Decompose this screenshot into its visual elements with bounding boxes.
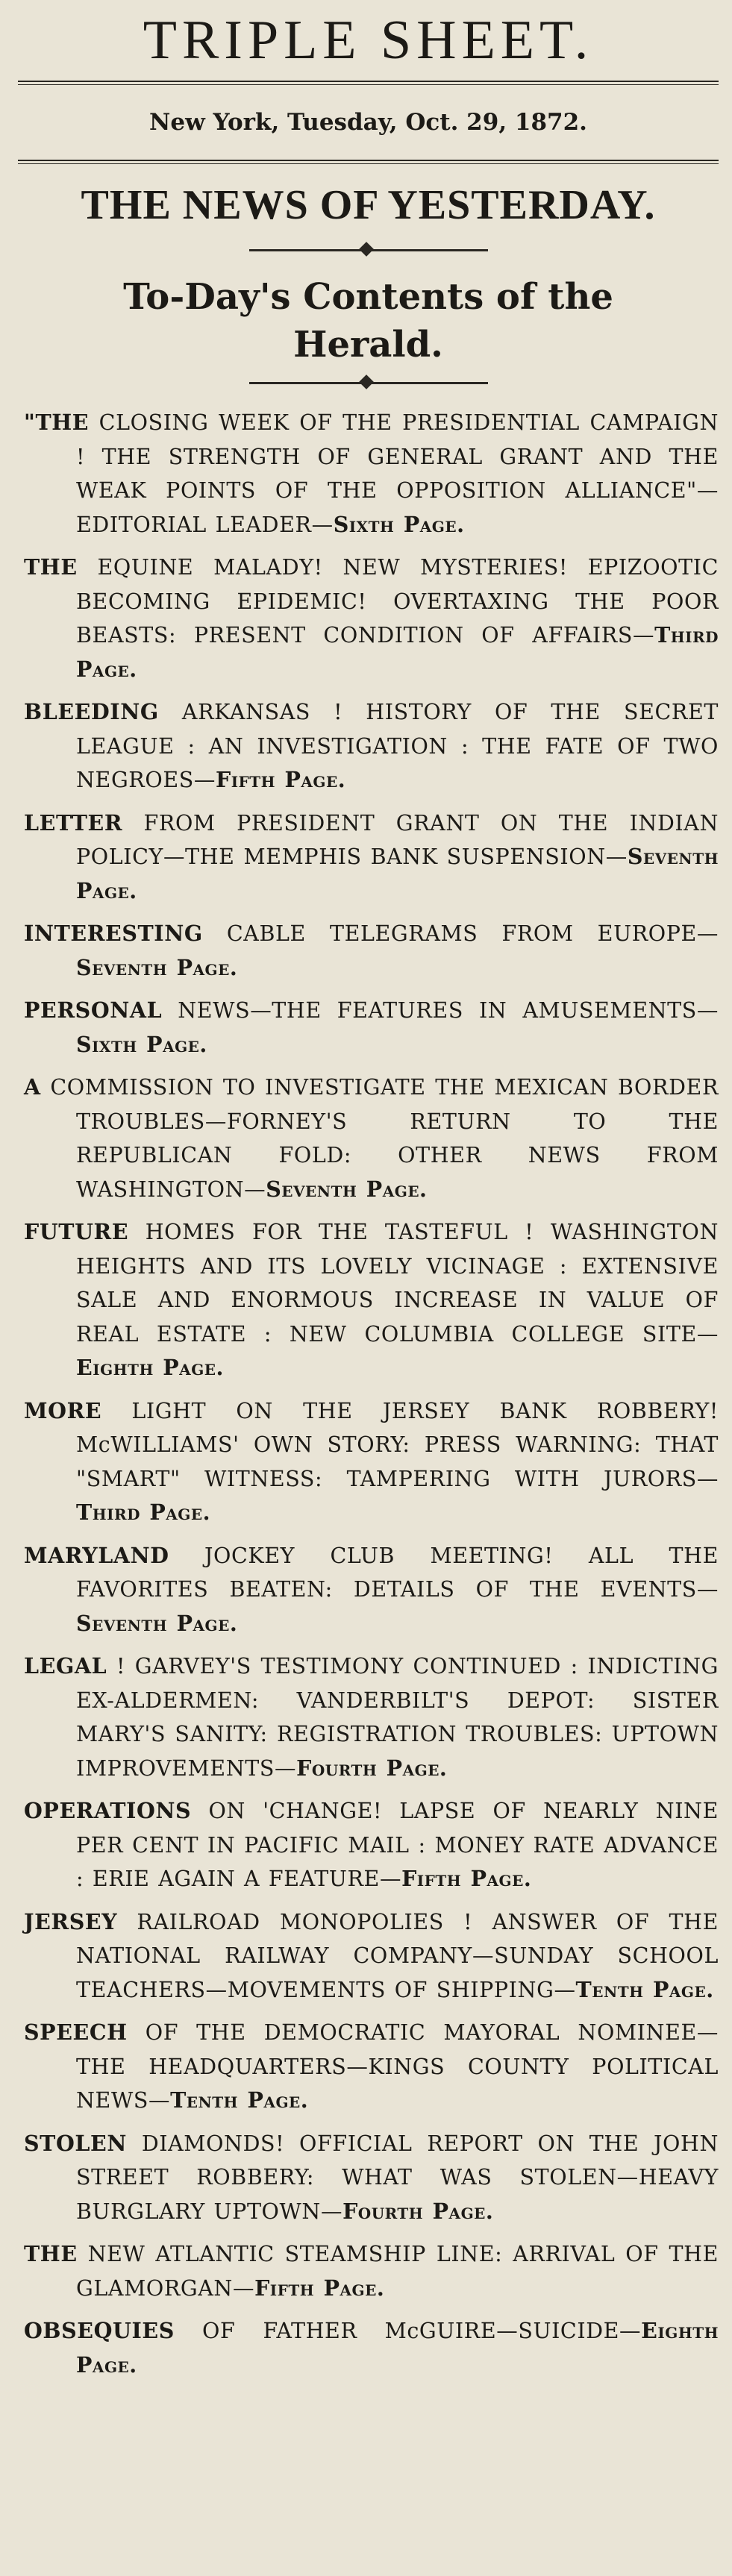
- entry-text: LIGHT ON THE JERSEY BANK ROBBERY! McWILLIAMS' OWN STORY: PRESS WARNING: THAT "SMART" WITNESS: TAMPERING WITH JURORS—: [76, 1398, 719, 1491]
- masthead: TRIPLE SHEET.: [143, 10, 594, 71]
- ornamental-rule: [249, 236, 488, 266]
- entry-text: CLOSING WEEK OF THE PRESIDENTIAL CAMPAIGN ! THE STRENGTH OF GENERAL GRANT AND THE WEAK POINTS OF THE OPPOSITION ALLIANCE"—EDITORIAL LEADER—: [76, 410, 719, 537]
- contents-title: [18, 273, 719, 369]
- entry-lead-word: JERSEY: [24, 1908, 118, 1934]
- contents-entry: [18, 695, 719, 797]
- entry-page-reference: Sixth Page.: [333, 511, 465, 537]
- contents-entry: [18, 2016, 719, 2118]
- entry-lead-word: INTERESTING: [24, 921, 203, 946]
- entry-lead-word: MORE: [24, 1397, 102, 1423]
- contents-entry: [18, 2237, 719, 2305]
- entry-page-reference: Seventh Page.: [76, 1610, 238, 1636]
- entry-text: FROM PRESIDENT GRANT ON THE INDIAN POLICY—THE MEMPHIS BANK SUSPENSION—: [76, 810, 719, 869]
- entry-page-reference: Third Page.: [76, 1499, 211, 1525]
- entry-page-reference: Seventh Page.: [266, 1176, 428, 1202]
- entry-page-reference: Third Page.: [76, 622, 719, 682]
- entry-text: NEW ATLANTIC STEAMSHIP LINE: ARRIVAL OF THE GLAMORGAN—: [76, 2242, 719, 2301]
- entry-lead-word: THE: [24, 554, 78, 580]
- entry-text: NEWS—THE FEATURES IN AMUSEMENTS—: [162, 998, 719, 1023]
- contents-title-line-2: Herald.: [293, 324, 443, 366]
- entry-lead-word: PERSONAL: [24, 997, 163, 1023]
- dateline: New York, Tuesday, Oct. 29, 1872.: [149, 109, 587, 136]
- entry-text: CABLE TELEGRAMS FROM EUROPE—: [202, 921, 719, 946]
- entry-page-reference: Fifth Page.: [401, 1866, 532, 1891]
- entry-page-reference: Eighth Page.: [76, 2318, 719, 2378]
- contents-entry: [18, 917, 719, 985]
- contents-entry: [18, 1071, 719, 1206]
- contents-title-line-1: To-Day's Contents of the: [123, 276, 613, 318]
- ornamental-rule-2: [249, 369, 488, 398]
- diamond-icon: [359, 242, 374, 257]
- contents-entry: [18, 2314, 719, 2382]
- entry-lead-word: SPEECH: [24, 2019, 128, 2045]
- entry-page-reference: Tenth Page.: [170, 2087, 309, 2113]
- entry-page-reference: Fifth Page.: [254, 2275, 385, 2301]
- entry-text: ARKANSAS ! HISTORY OF THE SECRET LEAGUE : AN INVESTIGATION : THE FATE OF TWO NEGROES—: [76, 700, 719, 792]
- entry-text: HOMES FOR THE TASTEFUL ! WASHINGTON HEIGHTS AND ITS LOVELY VICINAGE : EXTENSIVE SALE AND ENORMOUS INCREASE IN VALUE OF REAL ESTATE : NEW COLUMBIA COLLEGE SITE—: [76, 1220, 719, 1347]
- entry-lead-word: A: [24, 1074, 41, 1100]
- entry-text: OF FATHER McGUIRE—SUICIDE—: [174, 2319, 642, 2343]
- contents-entry: [18, 551, 719, 686]
- entry-text: JOCKEY CLUB MEETING! ALL THE FAVORITES BEATEN: DETAILS OF THE EVENTS—: [76, 1543, 719, 1602]
- entry-page-reference: Seventh Page.: [76, 954, 238, 980]
- entry-lead-word: FUTURE: [24, 1219, 129, 1244]
- entry-lead-word: STOLEN: [24, 2130, 128, 2156]
- entry-lead-word: LETTER: [24, 809, 123, 836]
- contents-entry: [18, 806, 719, 909]
- contents-entry: [18, 1215, 719, 1385]
- contents-entry: [18, 406, 719, 542]
- contents-entry: [18, 1539, 719, 1641]
- entry-page-reference: Tenth Page.: [575, 1976, 714, 2002]
- entry-lead-word: MARYLAND: [24, 1542, 169, 1568]
- entry-lead-word: THE: [24, 2241, 78, 2266]
- contents-entry: [18, 1905, 719, 2008]
- entry-page-reference: Fourth Page.: [296, 1755, 448, 1781]
- diamond-icon: [359, 375, 374, 389]
- contents-entry: [18, 2127, 719, 2229]
- entry-page-reference: Fourth Page.: [342, 2198, 494, 2224]
- entry-text: DIAMONDS! OFFICIAL REPORT ON THE JOHN STREET ROBBERY: WHAT WAS STOLEN—HEAVY BURGLARY UPTOWN—: [76, 2131, 719, 2224]
- entry-lead-word: OPERATIONS: [24, 1798, 192, 1823]
- entry-lead-word: BLEEDING: [24, 699, 159, 724]
- entry-lead-word: OBSEQUIES: [24, 2318, 175, 2343]
- entry-text: RAILROAD MONOPOLIES ! ANSWER OF THE NATIONAL RAILWAY COMPANY—SUNDAY SCHOOL TEACHERS—MOVEMENTS OF SHIPPING—: [76, 1909, 719, 2002]
- contents-entry: [18, 1794, 719, 1896]
- entry-text: COMMISSION TO INVESTIGATE THE MEXICAN BORDER TROUBLES—FORNEY'S RETURN TO THE REPUBLICAN FOLD: OTHER NEWS FROM WASHINGTON—: [40, 1075, 719, 1202]
- entry-page-reference: Sixth Page.: [76, 1031, 207, 1057]
- entry-lead-word: "THE: [24, 410, 90, 435]
- entry-text: ON 'CHANGE! LAPSE OF NEARLY NINE PER CENT IN PACIFIC MAIL : MONEY RATE ADVANCE : ERIE AGAIN A FEATURE—: [76, 1799, 719, 1891]
- entry-text: ! GARVEY'S TESTIMONY CONTINUED : INDICTING EX-ALDERMEN: VANDERBILT'S DEPOT: SISTER MARY'S SANITY: REGISTRATION TROUBLES: UPTOWN IMPROVEMENTS—: [76, 1654, 719, 1781]
- contents-entry: [18, 994, 719, 1062]
- entry-page-reference: Seventh Page.: [76, 844, 719, 903]
- headline: THE NEWS OF YESTERDAY.: [81, 182, 656, 228]
- entry-page-reference: Eighth Page.: [76, 1355, 224, 1380]
- entry-text: OF THE DEMOCRATIC MAYORAL NOMINEE—THE HEADQUARTERS—KINGS COUNTY POLITICAL NEWS—: [76, 2020, 719, 2113]
- entry-page-reference: Fifth Page.: [215, 767, 346, 792]
- entry-text: EQUINE MALADY! NEW MYSTERIES! EPIZOOTIC BECOMING EPIDEMIC! OVERTAXING THE POOR BEASTS: PRESENT CONDITION OF AFFAIRS—: [76, 555, 719, 648]
- contents-entry: [18, 1649, 719, 1785]
- contents-list: [18, 406, 719, 2382]
- entry-lead-word: LEGAL: [24, 1653, 107, 1679]
- contents-entry: [18, 1394, 719, 1530]
